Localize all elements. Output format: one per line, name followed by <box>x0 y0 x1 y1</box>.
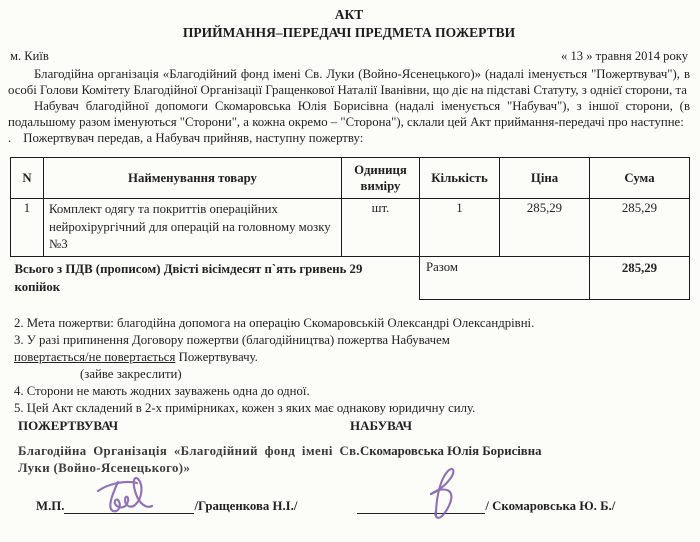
goods-table <box>10 157 690 300</box>
meta-row <box>8 49 690 64</box>
clause-3-underlined-choice: повертається/не повертається <box>14 349 176 364</box>
recipient-full-name: Скомаровська Юлія Борисівна <box>360 443 542 458</box>
intro-paragraph-1: Благодійна організація «Благодійний фонд імені Св. Луки (Войно-Ясенецького)» (надалі іменується "Пожертвувач"), в особі Голови Комітету Благодійної Організації Гращенкової Наталії Іванівни, що діє на підставі Статуту, з однієї сторони, та <box>8 67 690 97</box>
col-header-price: Ціна <box>500 158 590 199</box>
document-title <box>8 6 690 42</box>
clause-4: 4. Сторони не мають жодних зауважень одна до одної. <box>14 383 310 398</box>
recipient-role-heading: НАБУВАЧ <box>350 417 412 433</box>
cell-price: 285,29 <box>500 199 590 257</box>
donor-signature-line <box>64 501 194 514</box>
col-header-name: Найменування товару <box>44 158 342 199</box>
title-line-2: ПРИЙМАННЯ–ПЕРЕДАЧІ ПРЕДМЕТА ПОЖЕРТВИ <box>182 25 516 40</box>
col-header-unit: Одиниця виміру <box>342 158 420 199</box>
intro-paragraph-2: Набувач благодійної допомоги Скомаровська Юлія Борисівна (надалі іменується "Набувач"), з іншої сторони, (в подальшому разом іменуються "Сторони", а кожна окремо – "Сторона"), склали цей Акт приймання-передачі про наступне: <box>8 99 690 129</box>
clause-3-line-2 <box>14 349 690 366</box>
col-header-number: N <box>11 158 44 199</box>
signature-line-row <box>8 499 690 514</box>
clause-5: 5. Цей Акт складений в 2-х примірниках, кожен з яких має однакову юридичну силу. <box>14 400 476 415</box>
total-word: Разом <box>420 256 590 299</box>
total-value: 285,29 <box>590 256 690 299</box>
clause-1-text: Пожертвувач передав, а Набувач прийняв, наступну пожертву: <box>23 131 364 145</box>
donor-signature-name: /Гращенкова Н.І./ <box>194 498 298 513</box>
cell-sum: 285,29 <box>590 199 690 257</box>
donor-organization-name: Благодійна Організація «Благодійний фонд імені Св. Луки (Войно-Ясенецького)» <box>18 443 360 475</box>
seal-label: М.П. <box>36 498 65 513</box>
document-date: « 13 » травня 2014 року <box>561 49 688 63</box>
clause-1-marker: . <box>8 131 12 145</box>
clause-3-line-1: 3. У разі припинення Договору пожертви (благодійництва) пожертва Набувачем <box>14 332 450 347</box>
cell-unit: шт. <box>342 199 420 257</box>
recipient-signature-name: / Скомаровська Ю. Б./ <box>485 498 616 513</box>
cell-name: Комплект одягу та покриттів операційних нейрохірургічний для операцій на головному мозку №3 <box>44 199 342 257</box>
clause-2: 2. Мета пожертви: благодійна допомога на операцію Скомаровській Олександрі Олександрівні. <box>14 315 535 330</box>
signature-names-row <box>8 443 690 477</box>
donor-role-heading: ПОЖЕРТВУВАЧ <box>18 417 119 433</box>
city-label: м. Київ <box>10 49 49 63</box>
intro-block <box>8 66 690 146</box>
roles-row <box>8 418 690 434</box>
clauses-block <box>8 315 690 417</box>
donor-handwritten-signature-ink <box>92 475 192 525</box>
title-line-1: АКТ <box>334 7 364 22</box>
clause-3-tail: Пожертвувачу. <box>175 349 258 364</box>
col-header-sum: Сума <box>590 158 690 199</box>
cell-number: 1 <box>11 199 44 257</box>
goods-table-row <box>11 199 690 257</box>
recipient-signature-line <box>357 501 485 514</box>
cell-qty: 1 <box>420 199 500 257</box>
goods-table-header-row <box>11 158 690 199</box>
clause-1-line <box>8 130 690 146</box>
total-label: Всього з ПДВ (прописом) Двісті вісімдесят п`ять гривень 29 копійок <box>14 261 363 294</box>
goods-table-total-row <box>11 256 690 299</box>
col-header-qty: Кількість <box>420 158 500 199</box>
clause-3-note: (зайве закреслити) <box>80 366 182 381</box>
